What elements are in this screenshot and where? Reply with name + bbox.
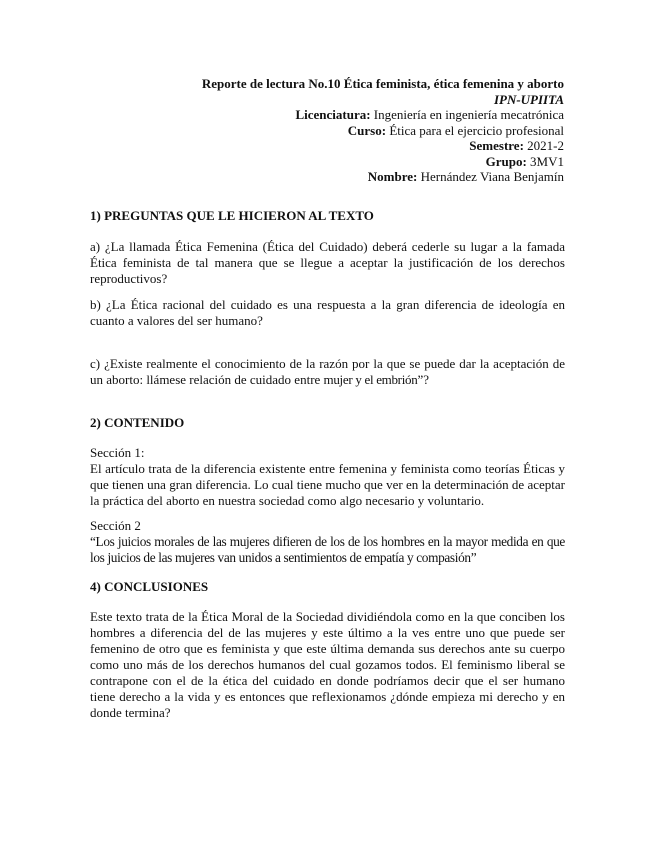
section-2-quote: “Los juicios morales de las mujeres difieren de los de los hombres en la mayor medida en que los juicios de las mujeres van unidos a sentimientos de empatía y compasión” [90,534,565,565]
question-c-emphasis: mujer y el embrión [323,372,418,387]
section-heading-conclusiones: 4) CONCLUSIONES [90,579,209,594]
question-a [90,239,565,287]
licenciatura-value: Ingeniería en ingeniería mecatrónica [370,107,564,122]
section-1-label: Sección 1: [90,445,145,460]
question-b-text: b) ¿La Ética racional del cuidado es una respuesta a la gran diferencia de ideología en cuanto a valores del ser humano? [90,297,565,328]
question-c [90,356,565,388]
nombre-value: Hernández Viana Benjamín [417,169,564,184]
report-header [180,76,564,185]
grupo-label: Grupo: [485,153,527,169]
question-b [90,297,565,329]
section-heading-preguntas: 1) PREGUNTAS QUE LE HICIERON AL TEXTO [90,208,374,223]
section-1-text: El artículo trata de la diferencia existente entre femenina y feminista como teorías Éticas y que tienen una gran diferencia. Lo cual tiene mucho que ver en la determinación de aceptar la práctica del aborto en nuestra sociedad como algo necesario y voluntario. [90,461,565,508]
question-c-end: ”? [417,372,429,387]
section-heading-contenido: 2) CONTENIDO [90,415,185,430]
report-title: Reporte de lectura No.10 Ética feminista, ética femenina y aborto [201,76,564,91]
question-c-start: c) ¿Existe realmente el conocimiento de la razón por la que se puede dar la aceptación de un aborto: llámese relación de cuidado entre [90,356,565,387]
grupo-line [180,154,564,170]
section-2-label: Sección 2 [90,518,141,533]
question-a-text: a) ¿La llamada Ética Femenina (Ética del Cuidado) deberá cederle su lugar a la famada Ética feminista de tal manera que se llegue a aceptar la justificación de los derechos reproductivos? [90,239,565,286]
licenciatura-line [180,107,564,123]
curso-line [180,123,564,139]
semestre-line [180,138,564,154]
semestre-value: 2021-2 [523,138,564,153]
licenciatura-label: Licenciatura: [295,107,371,122]
grupo-value: 3MV1 [526,153,564,169]
nombre-label: Nombre: [367,169,418,184]
curso-label: Curso: [347,122,387,138]
conclusions-text: Este texto trata de la Ética Moral de la Sociedad dividiéndola como en la que conciben los hombres a diferencia del de las mujeres y este último a la ves entre uno que puede ser femenino de otro que es feminista y que este última demanda sus derechos ante su cuerpo como uno más de los derechos humanos del cual gozamos todos. El feminismo liberal se contrapone con el de la ética del cuidado en donde podríamos decir que el ser humano tiene derecho a la vida y es entonces que reflexionamos ¿dónde empieza mi derecho y en donde termina? [90,609,565,720]
nombre-line [180,169,564,185]
question-c-text [90,356,565,388]
institution: IPN-UPIITA [493,91,564,107]
semestre-label: Semestre: [469,138,524,153]
curso-value: Ética para el ejercicio profesional [386,122,564,138]
